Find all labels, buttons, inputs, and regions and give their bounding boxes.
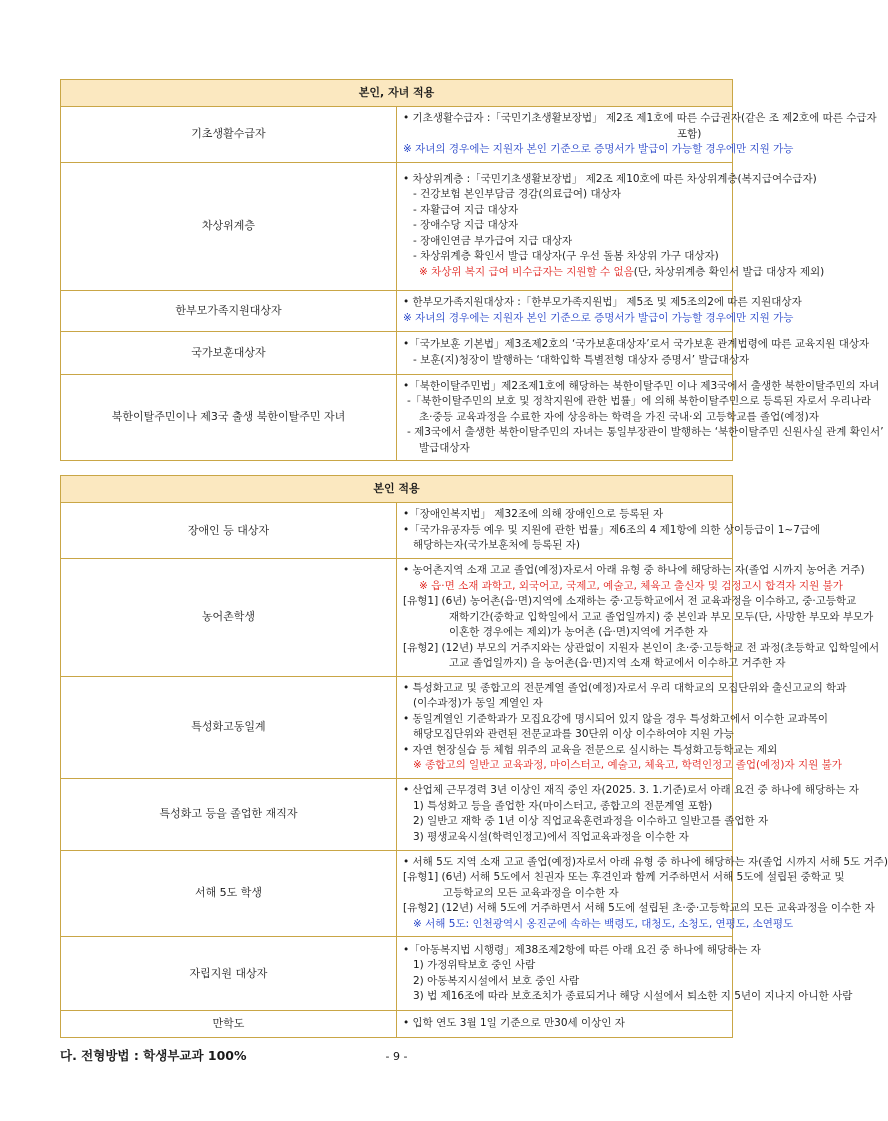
content-line: - 장애인연금 부가급여 지급 대상자 [413, 234, 573, 247]
page-number: - 9 - [385, 1050, 408, 1063]
eligibility-table-self-and-children [60, 79, 884, 461]
content-line: • 동일계열인 기준학과가 모집요강에 명시되어 있지 않을 경우 특성화고에서 이수한 교과목이 [403, 712, 829, 725]
note-line: ※ 서해 5도: 인천광역시 옹진군에 속하는 백령도, 대청도, 소청도, 연평도, 소연평도 [413, 917, 794, 930]
row-label: 북한이탈주민이나 제3국 출생 북한이탈주민 자녀 [61, 374, 397, 461]
table-row [61, 937, 733, 1011]
row-label: 차상위계층 [61, 162, 397, 290]
table-header: 본인, 자녀 적용 [61, 80, 733, 107]
row-content [397, 937, 853, 1011]
content-line: • 자연 현장실습 등 체험 위주의 교육을 전문으로 실시하는 특성화고등학교는 제외 [403, 743, 778, 756]
content-line: 고교 졸업일까지) 을 농어촌(읍·면)지역 소재 학교에서 이수하고 거주한 자 [449, 657, 786, 669]
row-label: 농어촌학생 [61, 559, 397, 677]
content-line: 3) 평생교육시설(학력인정고)에서 직업교육과정을 이수한 자 [413, 830, 689, 843]
table-row [61, 778, 733, 850]
content-line: • 차상위계층 :「국민기초생활보장법」 제2조 제10호에 따른 차상위계층(복지급여수급자) [403, 172, 817, 185]
table-header-row [61, 476, 733, 503]
row-content [397, 778, 859, 850]
content-line: 고등학교의 모든 교육과정을 이수한 자 [443, 886, 619, 899]
table-row [61, 503, 733, 559]
content-line: • 한부모가족지원대상자 :「한부모가족지원법」 제5조 및 제5조의2에 따른 지원대상자 [403, 296, 802, 308]
row-label: 자립지원 대상자 [61, 937, 397, 1011]
row-content [397, 676, 847, 778]
content-line: • 입학 연도 3월 1일 기준으로 만30세 이상인 자 [403, 1017, 625, 1030]
content-line: 3) 법 제16조에 따라 보호조치가 종료되거나 해당 시설에서 퇴소한 지 5년이 지나지 아니한 사람 [413, 990, 853, 1002]
note-line: ※ 자녀의 경우에는 지원자 본인 기준으로 증명서가 발급이 가능할 경우에만 지원 가능 [403, 143, 794, 155]
table-header: 본인 적용 [61, 476, 733, 503]
row-label: 특성화고 등을 졸업한 재직자 [61, 778, 397, 850]
row-content [397, 162, 825, 290]
table-row [61, 162, 733, 290]
content-line: 2) 일반고 재학 중 1년 이상 직업교육훈련과정을 이수하고 일반고를 졸업한 자 [413, 815, 769, 827]
content-line: [유형2] (12년) 부모의 거주지와는 상관없이 지원자 본인이 초·중·고등학교 전 과정(초등학교 입학일에서 [403, 641, 880, 654]
content-line: 해당하는자(국가보훈처에 등록된 자) [413, 539, 581, 552]
content-line: 초·중등 교육과정을 수료한 자에 상응하는 학력을 가진 국내·외 고등학교를 졸업(예정)자 [419, 410, 819, 423]
table-row [61, 374, 733, 461]
row-label: 장애인 등 대상자 [61, 503, 397, 559]
table-row [61, 331, 733, 374]
content-line: 이혼한 경우에는 제외)가 농어촌 (읍·면)지역에 거주한 자 [449, 626, 708, 638]
row-label: 만학도 [61, 1011, 397, 1038]
note-line: ※ 자녀의 경우에는 지원자 본인 기준으로 증명서가 발급이 가능할 경우에만 지원 가능 [403, 311, 794, 324]
content-line: • 산업체 근무경력 3년 이상인 재직 중인 자(2025. 3. 1.기준)로서 아래 요건 중 하나에 해당하는 자 [403, 784, 859, 796]
row-content [397, 107, 877, 163]
content-line: •「장애인복지법」 제32조에 의해 장애인으로 등록된 자 [403, 508, 664, 521]
content-line: [유형1] (6년) 서해 5도에서 친권자 또는 후견인과 함께 거주하면서 서해 5도에 설립된 중학교 및 [403, 871, 845, 883]
content-line: •「국가보훈 기본법」제3조제2호의 ‘국가보훈대상자’로서 국가보훈 관계법령에 따른 교육지원 대상자 [403, 338, 870, 350]
row-label: 특성화고동일계 [61, 676, 397, 778]
row-content [397, 1011, 733, 1038]
row-label: 한부모가족지원대상자 [61, 290, 397, 331]
content-line: • 특성화고교 및 종합고의 전문계열 졸업(예정)자로서 우리 대학교의 모집단위와 출신고교의 학과 [403, 681, 847, 694]
note-line [403, 265, 825, 281]
content-line: 재학기간(중학교 입학일에서 고교 졸업일까지) 중 본인과 부모 모두(단, 사망한 부모와 부모가 [449, 610, 874, 623]
table-header-row [61, 80, 733, 107]
eligibility-table-self-only [60, 475, 888, 1038]
content-line: - 보훈(지)청장이 발행하는 ‘대학입학 특별전형 대상자 증명서’ 발급대상자 [413, 353, 750, 366]
note-line: ※ 종합고의 일반고 교육과정, 마이스터고, 예술고, 체육고, 학력인정고 졸업(예정)자 지원 불가 [413, 759, 842, 771]
row-content [397, 850, 888, 937]
row-label: 서해 5도 학생 [61, 850, 397, 937]
content-line: -「북한이탈주민의 보호 및 정착지원에 관한 법률」에 의해 북한이탈주민으로 등록된 자로서 우리나라 [407, 395, 871, 407]
table-row [61, 559, 733, 677]
content-line: • 농어촌지역 소재 고교 졸업(예정)자로서 아래 유형 중 하나에 해당하는 자(졸업 시까지 농어촌 거주) [403, 564, 865, 576]
content-line: •「북한이탈주민법」제2조제1호에 해당하는 북한이탈주민 이나 제3국에서 출생한 북한이탈주민의 자녀 [403, 379, 880, 392]
content-line: [유형1] (6년) 농어촌(읍·면)지역에 소재하는 중·고등학교에서 전 교육과정을 이수하고, 중·고등학교 [403, 595, 857, 607]
note-text: ※ 차상위 복지 급여 비수급자는 지원할 수 없음 [419, 265, 634, 278]
content-line: • 기초생활수급자 :「국민기초생활보장법」 제2조 제1호에 따른 수급권자(같은 조 제2호에 따른 수급자 [403, 112, 877, 124]
row-content [397, 559, 880, 677]
row-label: 기초생활수급자 [61, 107, 397, 163]
content-line: 2) 아동복지시설에서 보호 중인 사람 [413, 974, 580, 987]
content-line: 발급대상자 [419, 441, 470, 454]
note-text: (단, 차상위계층 확인서 발급 대상자 제외) [633, 265, 825, 278]
row-content [397, 290, 802, 331]
table-row [61, 1011, 733, 1038]
table-row [61, 107, 733, 163]
content-line: - 제3국에서 출생한 북한이탈주민의 자녀는 통일부장관이 발행하는 ‘북한이탈주민 신원사실 관계 확인서’ [407, 426, 884, 438]
row-label: 국가보훈대상자 [61, 331, 397, 374]
row-content [397, 374, 884, 461]
row-content [397, 331, 870, 374]
content-line: [유형2] (12년) 서해 5도에 거주하면서 서해 5도에 설립된 초·중·고등학교의 모든 교육과정을 이수한 자 [403, 902, 875, 914]
content-line: 포함) [677, 127, 702, 140]
content-line: - 자활급여 지급 대상자 [413, 203, 519, 216]
table-row [61, 850, 733, 937]
note-line: ※ 읍·면 소재 과학고, 외국어고, 국제고, 예술고, 체육고 출신자 및 검정고시 합격자 지원 불가 [419, 579, 843, 592]
content-line: 1) 특성화고 등을 졸업한 자(마이스터고, 종합고의 전문계열 포함) [413, 799, 713, 812]
page-content [60, 79, 888, 1064]
table-row [61, 676, 733, 778]
content-line: 해당모집단위와 관련된 전문교과를 30단위 이상 이수하여야 지원 가능 [413, 728, 734, 740]
selection-method: 다. 전형방법 : 학생부교과 100% [60, 1048, 247, 1063]
content-line: •「국가유공자등 예우 및 지원에 관한 법률」제6조의 4 제1항에 의한 상이등급이 1~7급에 [403, 523, 821, 536]
table-row [61, 290, 733, 331]
content-line: •「아동복지법 시행령」제38조제2항에 따른 아래 요건 중 하나에 해당하는 자 [403, 943, 761, 956]
content-line: 1) 가정위탁보호 중인 사람 [413, 959, 536, 971]
row-content [397, 503, 821, 559]
content-line: - 건강보험 본인부담금 경감(의료급여) 대상자 [413, 188, 621, 201]
content-line: - 장애수당 지급 대상자 [413, 219, 519, 232]
content-line: (이수과정)가 동일 계열인 자 [413, 697, 543, 709]
content-line: - 차상위계층 확인서 발급 대상자(구 우선 돌봄 차상위 가구 대상자) [413, 250, 719, 263]
content-line: • 서해 5도 지역 소재 고교 졸업(예정)자로서 아래 유형 중 하나에 해당하는 자(졸업 시까지 서해 5도 거주) [403, 855, 888, 868]
